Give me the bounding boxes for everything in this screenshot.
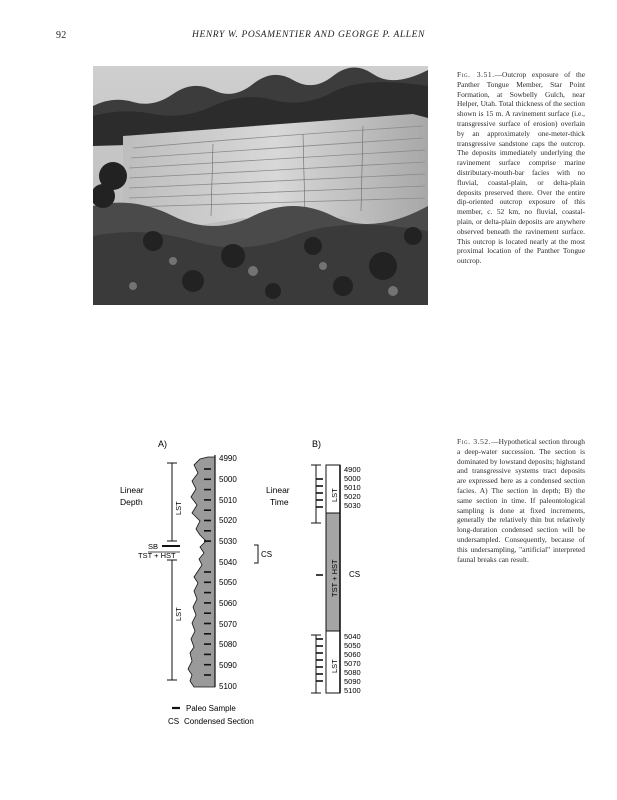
caption-text: —Hypothetical section through a deep-water succession. The section is dominated by lowstand deposits; highstand and transgressive systems tract deposits are expressed here as a condensed section facies. A) The section in depth; B) the same section in time. If paleontological sampling is done at fixed increments, generally the relatively thin but relatively long-duration condensed section will be undersampled. Consequently, because of this undersampling, "artificial" interpreted faunal breaks can result. xyxy=(457,437,585,564)
depth-label: 5080 xyxy=(344,668,361,677)
depth-label: 5070 xyxy=(219,620,237,629)
panel-b-tst-hst: TST + HST xyxy=(330,559,339,597)
depth-label: 5100 xyxy=(219,682,237,691)
depth-label: 5040 xyxy=(344,632,361,641)
depth-label: 5000 xyxy=(344,474,361,483)
panel-a-label: A) xyxy=(158,439,167,449)
depth-label: 5090 xyxy=(344,677,361,686)
panel-b-lst-upper: LST xyxy=(330,488,339,502)
depth-label: 5030 xyxy=(344,501,361,510)
caption-text: —Outcrop exposure of the Panther Tongue Member, Star Point Formation, at Sowbelly Gulch, near Helper, Utah. Total thickness of the section shown is 15 m. A ravinement surface (i.e., transgressive surface of erosion) overlain by an approximately one-meter-thick transgressive sandstone caps the outcrop. The deposits immediately underlying the ravinement surface comprise marine distributary-mouth-bar facies with no fluvial, coastal-plain, or delta-plain deposits preserved there. Over the entire dip-oriented outcrop exposure of this member, c. 52 km, no fluvial, coastal-plain, or delta-plain deposits are anywhere observed beneath the ravinement surface. This outcrop is located nearly at the most proximal location of the Panther Tongue outcrop. xyxy=(457,70,585,266)
panel-a-lst-upper: LST xyxy=(174,501,183,515)
running-head: HENRY W. POSAMENTIER AND GEORGE P. ALLEN xyxy=(191,30,425,40)
depth-label: 5050 xyxy=(344,641,361,650)
depth-label: 5060 xyxy=(219,599,237,608)
depth-label: 4900 xyxy=(344,465,361,474)
depth-label: 5020 xyxy=(344,492,361,501)
panel-a-axis-label-linear: Linear xyxy=(120,485,144,495)
panel-a-sb-label: SB xyxy=(148,542,159,551)
legend-condensed-section-label: Condensed Section xyxy=(184,717,254,726)
panel-a-lst-lower: LST xyxy=(174,607,183,621)
depth-label: 5060 xyxy=(344,650,361,659)
panel-a-depth-scale xyxy=(219,454,237,691)
depth-label: 5050 xyxy=(219,578,237,587)
caption-fig-3-52 xyxy=(457,437,585,564)
page-number: 92 xyxy=(56,30,67,41)
legend xyxy=(168,704,254,726)
depth-label: 5090 xyxy=(219,661,237,670)
panel-b-label: B) xyxy=(312,439,321,449)
panel-b-depth-scale-upper xyxy=(344,465,361,510)
depth-label: 4990 xyxy=(219,454,237,463)
depth-label: 5040 xyxy=(219,558,237,567)
panel-b-axis-label-linear: Linear xyxy=(266,485,290,495)
depth-label: 5000 xyxy=(219,475,237,484)
panel-a-cs-label: CS xyxy=(261,550,273,559)
depth-label: 5030 xyxy=(219,537,237,546)
panel-a-paleo-samples xyxy=(204,469,211,675)
legend-paleo-sample-label: Paleo Sample xyxy=(186,704,236,713)
caption-label: Fig. 3.52. xyxy=(457,437,492,446)
panel-a-tst-hst-label: TST + HST xyxy=(138,551,176,560)
caption-label: Fig. 3.51. xyxy=(457,70,495,79)
legend-cs-abbrev: CS xyxy=(168,717,180,726)
depth-label: 5080 xyxy=(219,640,237,649)
caption-fig-3-51 xyxy=(457,70,585,266)
outcrop-photo xyxy=(93,66,428,305)
panel-a-axis-label-depth: Depth xyxy=(120,497,143,507)
figure-3-52-diagram xyxy=(120,425,450,735)
panel-b-lst-lower: LST xyxy=(330,659,339,673)
panel-b-paleo-samples xyxy=(316,479,323,681)
depth-label: 5070 xyxy=(344,659,361,668)
panel-b-axis-label-time: Time xyxy=(270,497,289,507)
panel-b-cs-label: CS xyxy=(349,570,361,579)
depth-label: 5100 xyxy=(344,686,361,695)
depth-label: 5010 xyxy=(344,483,361,492)
panel-a-cs-bracket xyxy=(254,545,258,563)
depth-label: 5020 xyxy=(219,516,237,525)
depth-label: 5010 xyxy=(219,496,237,505)
panel-b-depth-scale-lower xyxy=(344,632,361,695)
